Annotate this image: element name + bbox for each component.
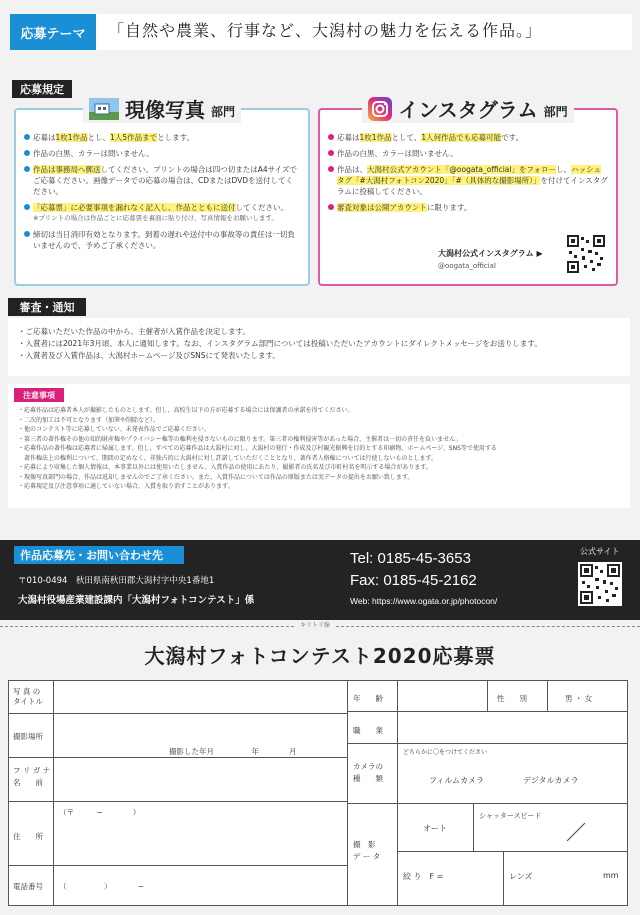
bullet-dot-icon [24, 134, 30, 140]
instagram-handle: @oogata_official [438, 262, 496, 270]
rule-highlight: ハッシュタグ「#大潟村フォトコン2020」「#（具体的な撮影場所）」 [337, 165, 601, 185]
photo-category-title: 現像写真 [124, 98, 205, 122]
caution-item: ・応募作品は応募者本人が撮影したものとします。但し、高校生以下の方が応募する場合には保護者の承諾を得てください。 [18, 407, 354, 414]
camera-label: カメラの 種 類 [353, 762, 383, 783]
review-list [8, 318, 630, 370]
bullet-dot-icon [24, 204, 30, 210]
photo-icon [89, 98, 119, 120]
rules-label: 応募規定 [12, 80, 72, 98]
address-label: 住 所 [13, 832, 43, 841]
rule-highlight: 「応募票」に必要事項を漏れなく記入し、作品とともに送付 [33, 203, 236, 212]
age-field[interactable] [399, 683, 485, 709]
caution-list [8, 384, 630, 492]
shutter-fraction-slash [565, 821, 587, 843]
rule-text: 作品の白黒、カラーは問いません。 [337, 149, 458, 158]
contact-label: 作品応募先・お問い合わせ先 [14, 546, 184, 564]
instagram-category-panel [318, 98, 618, 286]
instagram-category-title: インスタグラム [398, 98, 538, 122]
rule-highlight: 1人何作品でも応募可能 [421, 133, 502, 142]
theme-label: 応募テーマ [10, 14, 96, 50]
photo-rule-item [24, 202, 300, 224]
bullet-dot-icon [24, 166, 30, 172]
name-label: フ リ ガ ナ 名 前 [13, 766, 51, 787]
phone-field[interactable]: （ ） − [59, 882, 145, 891]
rule-highlight: 1枚1作品 [359, 133, 392, 142]
photo-rule-item [24, 148, 300, 159]
digital-camera-option[interactable]: デジタルカメラ [523, 776, 579, 785]
contact-office: 大潟村役場産業建設課内「大潟村フォトコンテスト」係 [18, 595, 255, 606]
location-field[interactable] [55, 715, 345, 745]
location-label: 撮影場所 [13, 732, 43, 741]
photo-rule-item [24, 132, 300, 143]
review-item: ・ご応募いただいた作品の中から、主催者が入賞作品を決定します。 [18, 327, 250, 336]
caution-item: ・他のコンテスト等に応募していない、未発表作品でご応募ください。 [18, 426, 210, 433]
contact-web[interactable]: Web: https://www.ogata.or.jp/photocon/ [350, 596, 498, 606]
photo-category-sub: 部門 [210, 105, 235, 119]
postal-field[interactable]: （〒 − ） [59, 808, 141, 817]
job-label: 職 業 [353, 726, 383, 735]
caution-item: ・第三者の著作権その他の知的財産権やプライバシー権等の権利を侵さないものに限ります。第三者の権利侵害等があった場合、主催者は一切の責任を負いません。 [18, 435, 462, 443]
rule-text: 応募は [337, 133, 360, 142]
shooting-date-label: 撮影した年月 年 月 [169, 747, 297, 756]
review-item: ・入賞者には2021年3月頃、本人に通知します。なお、インスタグラム部門については投稿いただいたアカウントにダイレクトメッセージをお送りします。 [18, 339, 542, 348]
cut-line-label: キリトリ線 [296, 620, 334, 629]
rule-highlight: 審査対象は公開アカウント [337, 203, 427, 212]
age-label: 年 齢 [353, 694, 383, 703]
phone-label: 電話番号 [13, 882, 43, 891]
instagram-icon [368, 97, 392, 121]
bullet-dot-icon [328, 134, 334, 140]
caution-item: ・二次的加工は不可となります（加筆や削除など）。 [18, 416, 160, 424]
rule-text: とします。 [157, 133, 194, 142]
instagram-rule-item [328, 202, 608, 213]
caution-item: ・現像写真部門の場合、作品は返却しませんのでご了承ください。また、入賞作品については作品の原版または実データの提出をお願い致します。 [18, 473, 414, 481]
rule-text: 作品は、 [337, 165, 367, 174]
instagram-account-label: 大潟村公式インスタグラム ▶ [438, 249, 543, 258]
photo-category-panel [14, 98, 310, 286]
rule-text: に限ります。 [426, 203, 472, 212]
instagram-rule-item [328, 164, 608, 197]
bullet-dot-icon [328, 204, 334, 210]
instagram-category-sub: 部門 [543, 105, 568, 119]
entry-form [8, 680, 628, 906]
rule-text: です。 [501, 133, 524, 142]
rule-text: とし、 [87, 133, 111, 142]
auto-option[interactable]: オート [423, 824, 447, 833]
lens-mm-unit: mm [603, 871, 619, 880]
instagram-qr-code[interactable] [566, 234, 606, 274]
photo-rule-item [24, 164, 300, 197]
rule-text: 締切は当日消印有効となります。到着の遅れや送付中の事故等の責任は一切負いませんので、予めご了承ください。 [33, 230, 295, 250]
review-label: 審査・通知 [8, 298, 86, 316]
caution-item: ・応募規定及び注意事項に適していない場合、入賞を取り消すことがあります。 [18, 483, 234, 490]
contact-fax: Fax: 0185-45-2162 [350, 572, 477, 589]
rule-text: してください。 [235, 203, 288, 212]
review-item: ・入賞者及び入賞作品は、大潟村ホームページ及びSNSにて発表いたします。 [18, 351, 280, 360]
gender-label: 性 別 [497, 694, 527, 703]
shutter-speed-label: シャッタースピード [479, 812, 542, 820]
name-field[interactable] [55, 759, 345, 799]
film-camera-option[interactable]: フィルムカメラ [429, 776, 485, 785]
rule-highlight: 1枚1作品 [55, 133, 88, 142]
photo-rule-item [24, 229, 300, 251]
rule-note: ※プリントの場合は作品ごとに応募票を裏面に貼り付け、写真情報をお願いします。 [33, 214, 278, 222]
bullet-dot-icon [328, 150, 334, 156]
bullet-dot-icon [24, 231, 30, 237]
caution-label: 注意事項 [14, 388, 64, 402]
photo-rules-list [24, 132, 300, 256]
contact-postal: 〒010-0494 秋田県南秋田郡大潟村字中央1番地1 [18, 576, 215, 586]
caution-item: ・応募作品の著作権は応募者に帰属します。但し、すべての応募作品は大潟村に対し、大潟村の発行・作成及び村観光振興を目的とする印刷物、ホームページ、SNS等で使用する [18, 445, 497, 452]
rule-highlight: 大潟村公式アカウント「@oogata_official」をフォロー [367, 165, 557, 174]
instagram-rules-list [328, 132, 608, 218]
bullet-dot-icon [24, 150, 30, 156]
rule-text: 応募は [33, 133, 56, 142]
instagram-rule-item [328, 132, 608, 143]
rule-text: してください。プリントの場合は四つ切またはA4サイズでご応募ください。画像データでの応募の場合は、CDまたはDVDを送付してください。 [33, 165, 298, 196]
rule-text: し、 [556, 165, 572, 174]
camera-hint: どちらかに〇をつけてください [403, 749, 488, 756]
rule-text: として、 [391, 133, 422, 142]
bullet-dot-icon [328, 166, 334, 172]
official-site-label: 公式サイト [580, 547, 620, 556]
review-box [8, 318, 630, 376]
shooting-data-label: 撮 影 デ ー タ [353, 840, 381, 861]
caution-box [8, 384, 630, 508]
contact-tel[interactable]: Tel: 0185-45-3653 [350, 550, 471, 567]
caution-item: 著作権法上の権利について、期間の定めなく、非独占的に大潟村に対し許諾していただくこととなり、著作者人格権については行使しないものとします。 [18, 454, 438, 462]
photo-title-label: 写 真 の タイトル [13, 687, 43, 706]
job-field[interactable] [399, 713, 625, 741]
photo-title-field[interactable] [55, 683, 345, 711]
rule-highlight: 作品は事務局へ郵送 [33, 165, 101, 174]
aperture-label: 絞 り F = [403, 872, 444, 881]
gender-field[interactable]: 男 ・ 女 [565, 694, 593, 703]
rule-text: を付けてインスタグラムに投稿してください。 [337, 176, 608, 196]
rule-highlight: 1人5作品まで [110, 133, 158, 142]
theme-text: 「自然や農業、行事など、大潟村の魅力を伝える作品。」 [108, 21, 543, 40]
official-site-qr-code[interactable] [578, 562, 622, 606]
caution-item: ・応募により収集した個人情報は、本事業以外には使用いたしません。入賞作品の使用にあたり、撮影者の氏名及び市町村名を明示する場合があります。 [18, 464, 432, 471]
lens-label: レンズ [509, 872, 533, 881]
instagram-rule-item [328, 148, 608, 159]
form-title: 大潟村フォトコンテスト2020応募票 [144, 644, 496, 668]
rule-text: 作品の白黒、カラーは問いません。 [33, 149, 154, 158]
